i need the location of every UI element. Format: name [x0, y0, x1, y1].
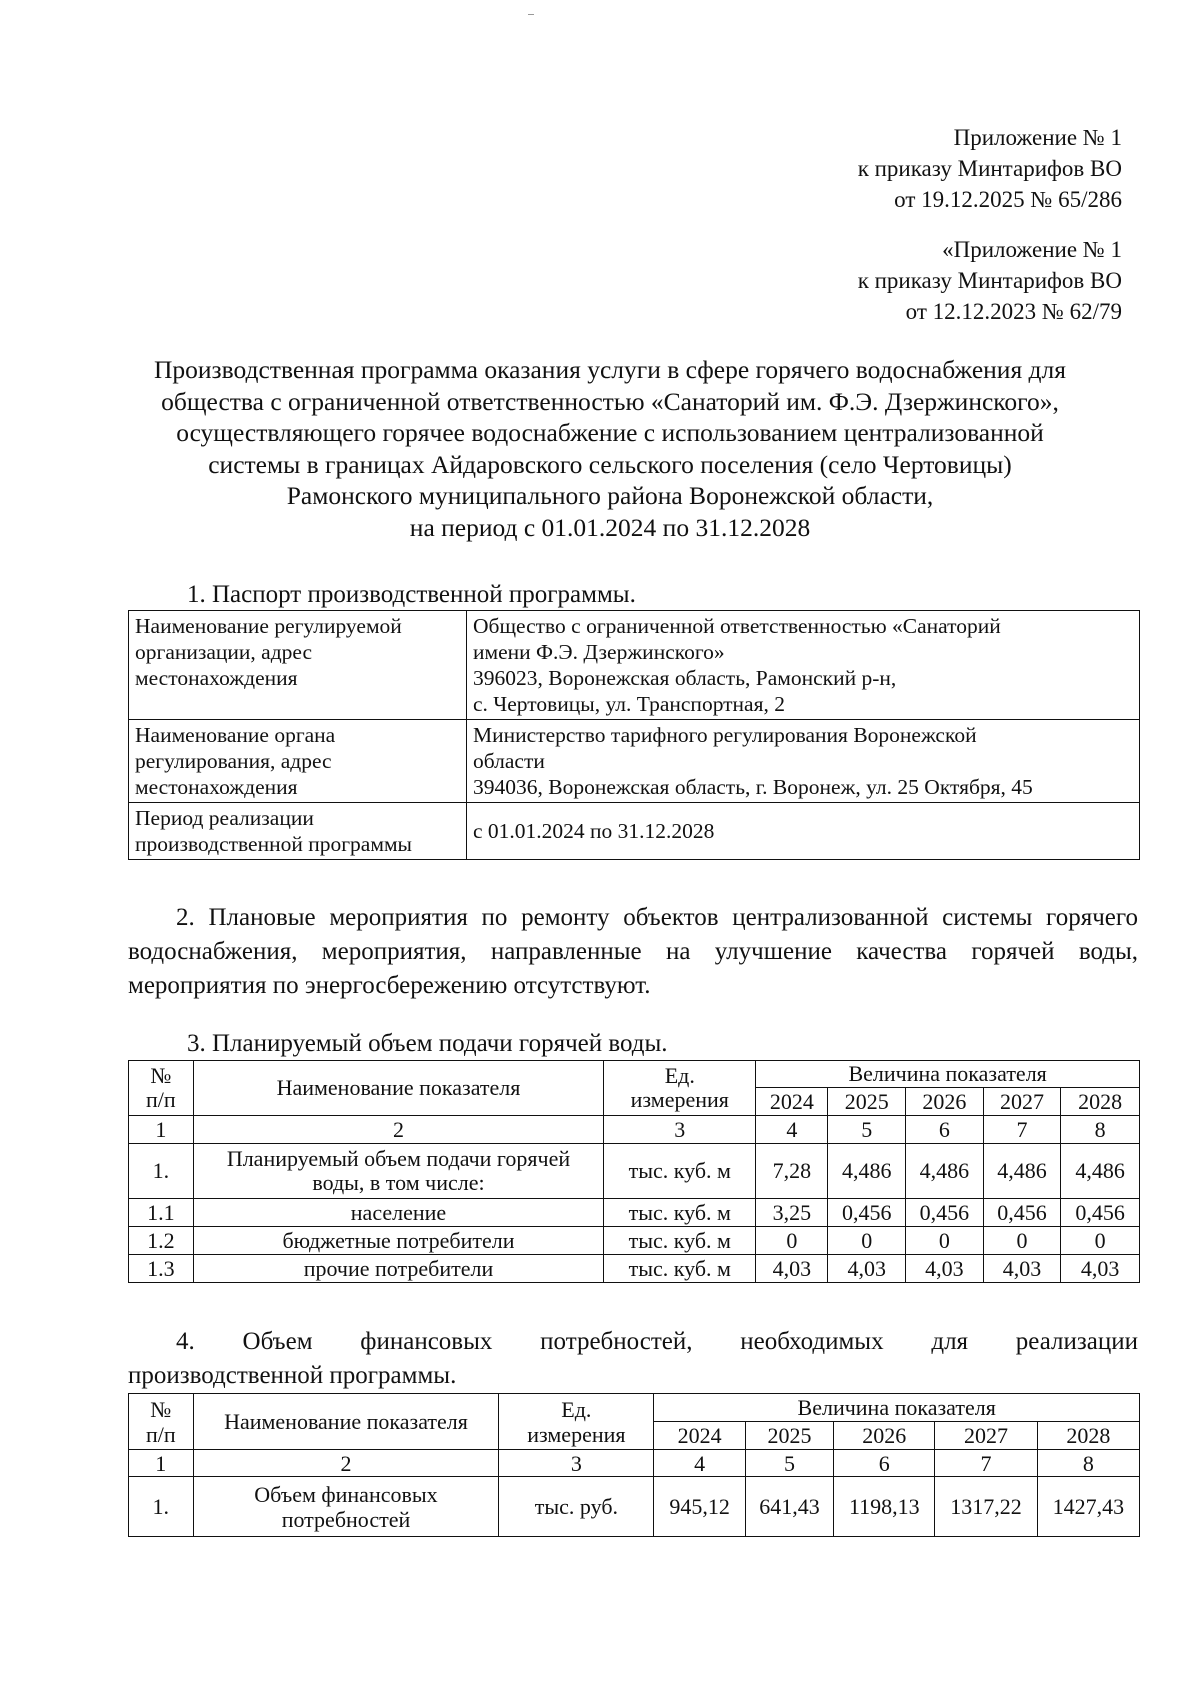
- row-value: 1427,43: [1037, 1477, 1139, 1537]
- passport-value-cell: [467, 803, 1140, 860]
- table-header-row: [129, 1061, 1140, 1088]
- column-number: 5: [745, 1450, 833, 1477]
- year-header: 2025: [745, 1422, 833, 1450]
- row-unit: тыс. куб. м: [604, 1199, 756, 1227]
- header-line: Ед.: [664, 1063, 695, 1088]
- table-row: [129, 1144, 1140, 1199]
- year-header: 2024: [756, 1088, 828, 1116]
- passport-label-cell: [129, 611, 467, 720]
- row-value: 0: [1061, 1227, 1140, 1255]
- row-name: население: [193, 1199, 604, 1227]
- hot-water-volume-table: [128, 1060, 1140, 1283]
- cell-line: местонахождения: [135, 666, 298, 690]
- column-header-num: [129, 1394, 194, 1450]
- row-value: 0: [906, 1227, 984, 1255]
- column-number: 2: [193, 1450, 499, 1477]
- appendix-line: к приказу Минтарифов ВО: [857, 156, 1122, 181]
- column-number: 3: [604, 1116, 756, 1144]
- row-unit: тыс. руб.: [499, 1477, 654, 1537]
- table-row: [129, 1477, 1140, 1537]
- cell-line: 396023, Воронежская область, Рамонский р-н,: [473, 666, 897, 690]
- column-number: 4: [756, 1116, 828, 1144]
- section-1-heading: 1. Паспорт производственной программы.: [187, 581, 636, 608]
- cell-line: Период реализации: [135, 806, 314, 830]
- cell-line: местонахождения: [135, 775, 298, 799]
- column-header-unit: [499, 1394, 654, 1450]
- column-number: 7: [983, 1116, 1061, 1144]
- row-num: 1.1: [129, 1199, 194, 1227]
- row-value: 0,456: [828, 1199, 906, 1227]
- table-row: [129, 1227, 1140, 1255]
- section-4-heading-line: 4. Объем финансовых потребностей, необходимых для реализации: [176, 1328, 1138, 1355]
- year-header: 2028: [1037, 1422, 1139, 1450]
- row-value: 0: [828, 1227, 906, 1255]
- header-line: №: [150, 1063, 172, 1088]
- cell-line: Объем финансовых: [254, 1481, 438, 1507]
- header-line: №: [150, 1396, 172, 1422]
- row-value: 0: [983, 1227, 1061, 1255]
- cell-line: Наименование регулируемой: [135, 614, 402, 638]
- title-line: на период с 01.01.2024 по 31.12.2028: [409, 512, 811, 542]
- column-number-row: [129, 1450, 1140, 1477]
- column-header-name: Наименование показателя: [193, 1394, 499, 1450]
- column-number-row: [129, 1116, 1140, 1144]
- row-value: 4,03: [906, 1255, 984, 1283]
- passport-label-cell: [129, 720, 467, 803]
- row-value: 4,486: [1061, 1144, 1140, 1199]
- cell-line: Планируемый объем подачи горячей: [226, 1146, 571, 1171]
- previous-appendix-header: [858, 234, 1122, 327]
- row-value: 4,03: [983, 1255, 1061, 1283]
- section-2-paragraph: [128, 901, 1138, 1003]
- row-value: 0,456: [983, 1199, 1061, 1227]
- section-2-text: 2. Плановые мероприятия по ремонту объектов централизованной системы горячего водоснабжения, мероприятия, направленные на улучшение качества горячей воды, мероприятия по энергосбережению отсутствуют.: [128, 904, 1138, 999]
- column-number: 4: [654, 1450, 746, 1477]
- column-number: 8: [1061, 1116, 1140, 1144]
- appendix-line: «Приложение № 1: [942, 237, 1122, 262]
- passport-table: [128, 610, 1140, 860]
- scan-mark: [528, 14, 534, 15]
- row-value: 4,03: [1061, 1255, 1140, 1283]
- cell-line: организации, адрес: [135, 640, 313, 664]
- year-header: 2025: [828, 1088, 906, 1116]
- column-number: 5: [828, 1116, 906, 1144]
- appendix-header: [858, 122, 1122, 215]
- row-value: 4,03: [828, 1255, 906, 1283]
- column-header-num: [129, 1061, 194, 1116]
- title-line: системы в границах Айдаровского сельского поселения (село Чертовицы): [208, 449, 1012, 479]
- appendix-line: от 12.12.2023 № 62/79: [905, 299, 1122, 324]
- cell-line: с 01.01.2024 по 31.12.2028: [473, 819, 715, 843]
- column-number: 6: [834, 1450, 935, 1477]
- column-number: 8: [1037, 1450, 1139, 1477]
- year-header: 2028: [1061, 1088, 1140, 1116]
- title-line: Рамонского муниципального района Воронежской области,: [286, 481, 934, 510]
- table-row: [129, 1199, 1140, 1227]
- cell-line: с. Чертовицы, ул. Транспортная, 2: [473, 692, 785, 716]
- row-value: 7,28: [756, 1144, 828, 1199]
- section-4-heading: [128, 1325, 1138, 1359]
- cell-line: воды, в том числе:: [312, 1170, 485, 1195]
- cell-line: производственной программы: [135, 832, 413, 856]
- title-line: Производственная программа оказания услуги в сфере горячего водоснабжения для: [154, 355, 1066, 384]
- title-line: общества с ограниченной ответственностью «Санаторий им. Ф.Э. Дзержинского»,: [161, 386, 1059, 416]
- passport-value-cell: [467, 611, 1140, 720]
- header-line: п/п: [145, 1087, 176, 1112]
- column-number: 7: [935, 1450, 1037, 1477]
- year-header: 2026: [834, 1422, 935, 1450]
- header-line: п/п: [145, 1421, 176, 1447]
- cell-line: Наименование органа: [135, 723, 336, 747]
- column-number: 2: [193, 1116, 604, 1144]
- row-value: 945,12: [654, 1477, 746, 1537]
- table-header-row: [129, 1394, 1140, 1422]
- column-number: 6: [906, 1116, 984, 1144]
- column-number: 3: [499, 1450, 654, 1477]
- year-header: 2024: [654, 1422, 746, 1450]
- document-title: [110, 354, 1110, 543]
- row-value: 641,43: [745, 1477, 833, 1537]
- cell-line: регулирования, адрес: [135, 749, 332, 773]
- header-line: измерения: [527, 1421, 626, 1447]
- row-value: 0,456: [906, 1199, 984, 1227]
- row-value: 4,486: [828, 1144, 906, 1199]
- row-value: 1317,22: [935, 1477, 1037, 1537]
- appendix-line: от 19.12.2025 № 65/286: [894, 187, 1122, 212]
- row-num: 1.: [129, 1144, 194, 1199]
- row-unit: тыс. куб. м: [604, 1227, 756, 1255]
- header-line: Ед.: [561, 1396, 592, 1422]
- table-row: [129, 720, 1140, 803]
- row-value: 3,25: [756, 1199, 828, 1227]
- row-value: 0: [756, 1227, 828, 1255]
- column-header-name: Наименование показателя: [193, 1061, 604, 1116]
- column-number: 1: [129, 1116, 194, 1144]
- cell-line: области: [473, 749, 545, 773]
- cell-line: Министерство тарифного регулирования Воронежской: [473, 723, 977, 747]
- row-unit: тыс. куб. м: [604, 1144, 756, 1199]
- section-3-heading: 3. Планируемый объем подачи горячей воды.: [187, 1030, 668, 1057]
- row-unit: тыс. куб. м: [604, 1255, 756, 1283]
- row-num: 1.: [129, 1477, 194, 1537]
- cell-line: 394036, Воронежская область, г. Воронеж, ул. 25 Октября, 45: [473, 775, 1033, 799]
- cell-line: имени Ф.Э. Дзержинского»: [473, 640, 725, 664]
- column-header-value: Величина показателя: [654, 1394, 1140, 1422]
- row-value: 4,486: [906, 1144, 984, 1199]
- year-header: 2027: [983, 1088, 1061, 1116]
- column-number: 1: [129, 1450, 194, 1477]
- year-header: 2027: [935, 1422, 1037, 1450]
- appendix-line: к приказу Минтарифов ВО: [857, 268, 1122, 293]
- row-value: 1198,13: [834, 1477, 935, 1537]
- row-value: 4,03: [756, 1255, 828, 1283]
- column-header-unit: [604, 1061, 756, 1116]
- financial-needs-table: [128, 1393, 1140, 1537]
- row-value: 0,456: [1061, 1199, 1140, 1227]
- row-name: бюджетные потребители: [193, 1227, 604, 1255]
- title-line: осуществляющего горячее водоснабжение с использованием централизованной: [176, 418, 1044, 447]
- appendix-line: Приложение № 1: [953, 125, 1122, 150]
- cell-line: потребностей: [281, 1506, 411, 1532]
- section-4-heading-line: производственной программы.: [128, 1362, 457, 1389]
- column-header-value: Величина показателя: [756, 1061, 1140, 1088]
- row-name: прочие потребители: [193, 1255, 604, 1283]
- header-line: измерения: [630, 1087, 729, 1112]
- row-name: [193, 1477, 499, 1537]
- row-num: 1.3: [129, 1255, 194, 1283]
- cell-line: Общество с ограниченной ответственностью «Санаторий: [473, 614, 1001, 638]
- table-row: [129, 1255, 1140, 1283]
- year-header: 2026: [906, 1088, 984, 1116]
- table-row: [129, 611, 1140, 720]
- row-name: [193, 1144, 604, 1199]
- passport-value-cell: [467, 720, 1140, 803]
- row-value: 4,486: [983, 1144, 1061, 1199]
- table-row: [129, 803, 1140, 860]
- row-num: 1.2: [129, 1227, 194, 1255]
- passport-label-cell: [129, 803, 467, 860]
